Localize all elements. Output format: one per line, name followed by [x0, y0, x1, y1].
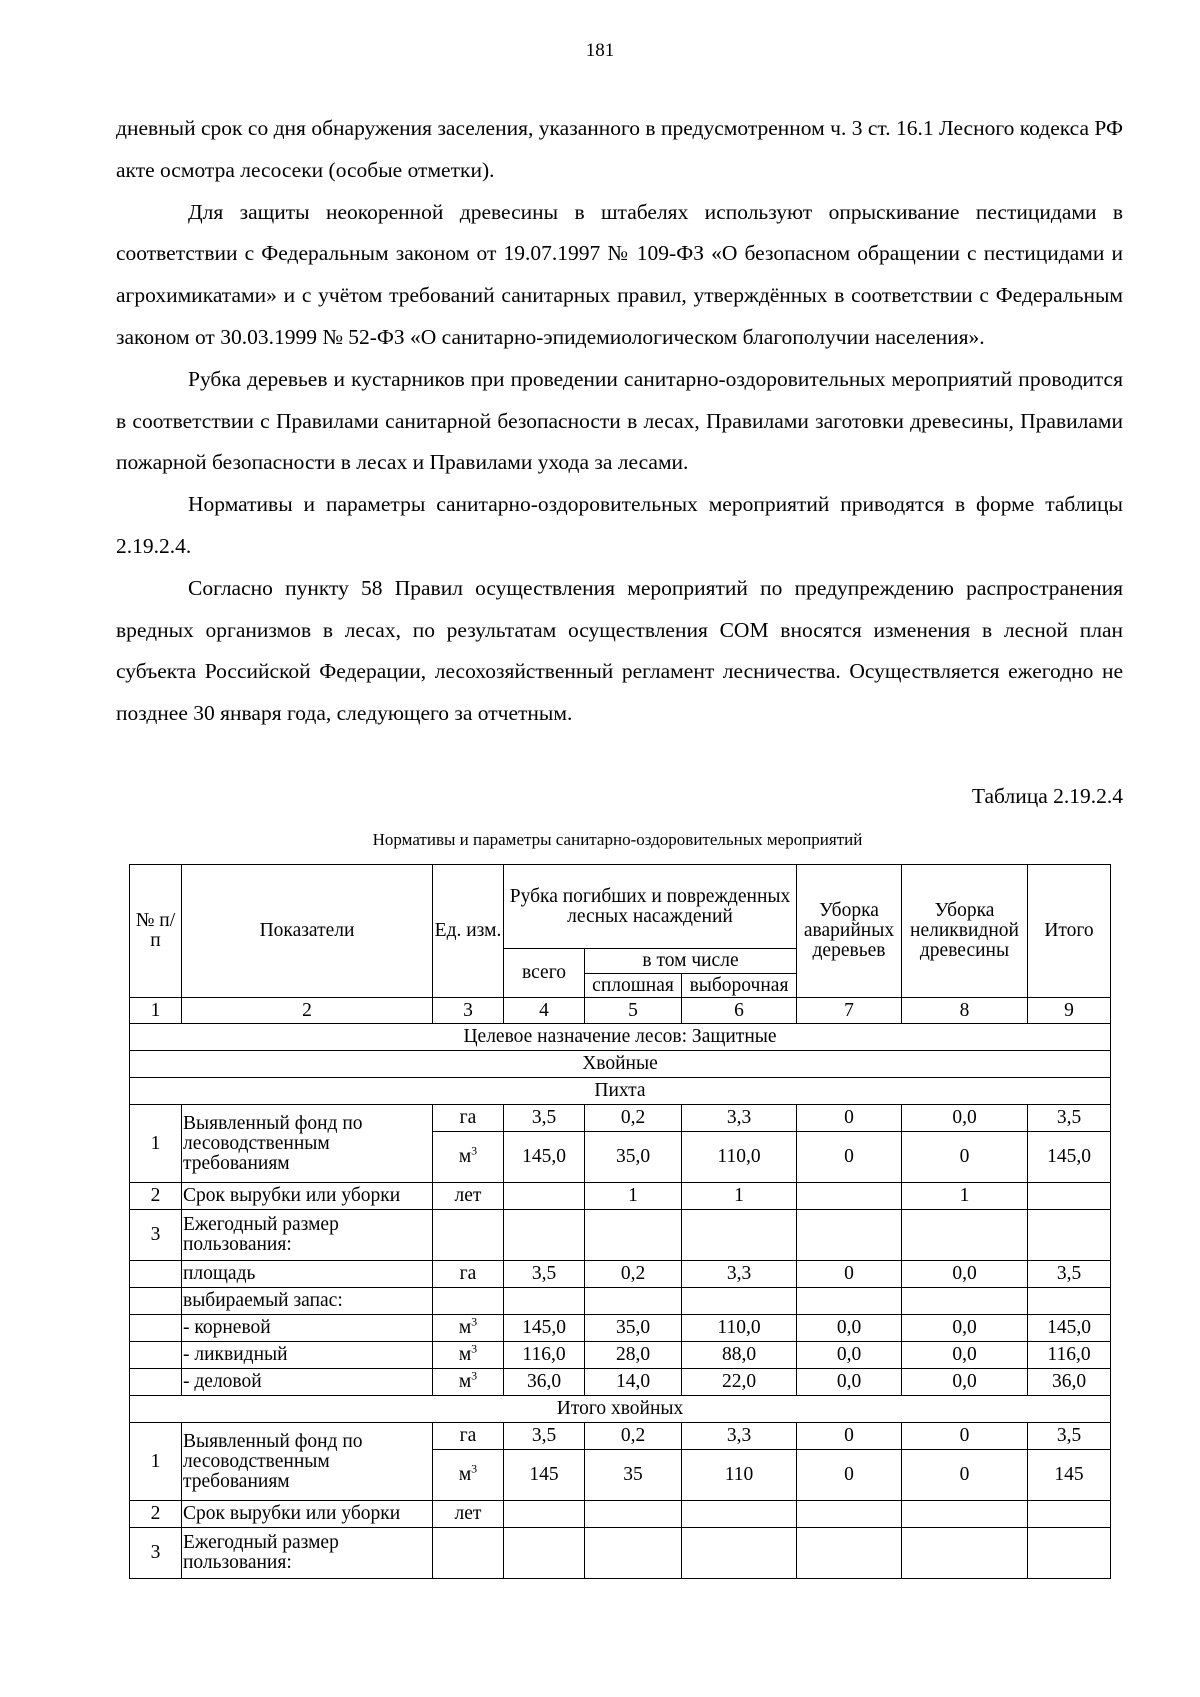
header-including: в том числе [585, 949, 797, 974]
cell-clear: 35,0 [585, 1315, 682, 1342]
cell-clear: 1 [585, 1183, 682, 1210]
empty-cell [504, 1288, 585, 1315]
cell-total: 3,5 [504, 1105, 585, 1132]
empty-cell [130, 1288, 182, 1315]
section-total: Итого хвойных [130, 1396, 1111, 1423]
table-caption: Нормативы и параметры санитарно-оздоровительных мероприятий [372, 830, 863, 849]
col-number: 3 [433, 998, 504, 1024]
cell-clear: 0,2 [585, 1423, 682, 1450]
cell-clear: 35,0 [585, 1132, 682, 1183]
col-number: 4 [504, 998, 585, 1024]
empty-cell [797, 1528, 902, 1579]
empty-cell [902, 1528, 1028, 1579]
paragraph: Рубка деревьев и кустарников при проведении санитарно-оздоровительных мероприятий проводится в соответствии с Правилами санитарной безопасности в лесах, Правилами заготовки древесины, Правилами пожарной безопасности в лесах и Правилами ухода за лесами. [116, 366, 1123, 475]
table-row [130, 1342, 1111, 1369]
paragraph: Согласно пункту 58 Правил осуществления мероприятий по предупреждению распространения вредных организмов в лесах, по результатам осуществления СОМ вносятся изменения в лесной план субъекта Российской Федерации, лесохозяйственный регламент лесничества. Осуществляется ежегодно не позднее 30 января года, следующего за отчетным. [116, 575, 1123, 726]
cell-selective: 110,0 [682, 1132, 797, 1183]
empty-cell [585, 1528, 682, 1579]
cell-selective: 110,0 [682, 1315, 797, 1342]
row-number: 2 [130, 1183, 182, 1210]
empty-cell [682, 1501, 797, 1528]
cell-unit: $м^3$ [433, 1450, 504, 1501]
cell-illiquid: 0 [902, 1450, 1028, 1501]
row-label: - ликвидный [182, 1342, 433, 1369]
cell-total: 3,5 [504, 1423, 585, 1450]
header-sum: Итого [1028, 865, 1111, 998]
empty-cell [1028, 1501, 1111, 1528]
empty-cell [433, 1288, 504, 1315]
table-row [130, 1183, 1111, 1210]
empty-cell [585, 1210, 682, 1261]
row-label: Ежегодный размер пользования: [182, 1528, 433, 1579]
row-label: площадь [182, 1261, 433, 1288]
col-number: 7 [797, 998, 902, 1024]
empty-cell [585, 1288, 682, 1315]
empty-cell [682, 1288, 797, 1315]
empty-cell [130, 1261, 182, 1288]
empty-cell [797, 1288, 902, 1315]
header-felling: Рубка погибших и поврежденных лесных насаждений [504, 865, 797, 949]
header-num: № п/п [130, 865, 182, 998]
cell-selective: 22,0 [682, 1369, 797, 1396]
cell-emergency: 0,0 [797, 1369, 902, 1396]
row-label: Выявленный фонд по лесоводственным требованиям [182, 1423, 433, 1501]
cell-clear: 28,0 [585, 1342, 682, 1369]
header-total-sub: всего [504, 949, 585, 998]
cell-sum: 145,0 [1028, 1315, 1111, 1342]
cell-total [504, 1183, 585, 1210]
empty-cell [504, 1501, 585, 1528]
cell-clear: 0,2 [585, 1105, 682, 1132]
cell-selective: 1 [682, 1183, 797, 1210]
row-number: 2 [130, 1501, 182, 1528]
cell-total: 3,5 [504, 1261, 585, 1288]
cell-illiquid: 0 [902, 1132, 1028, 1183]
norms-table [129, 864, 1111, 1579]
col-number: 2 [182, 998, 433, 1024]
cell-clear: 35 [585, 1450, 682, 1501]
cell-selective: 3,3 [682, 1423, 797, 1450]
cell-total: 145,0 [504, 1132, 585, 1183]
cell-unit: га [433, 1105, 504, 1132]
body-text [116, 108, 1123, 735]
cell-emergency: 0,0 [797, 1342, 902, 1369]
table-row [130, 1288, 1111, 1315]
cell-sum: 36,0 [1028, 1369, 1111, 1396]
row-label: - деловой [182, 1369, 433, 1396]
empty-cell [433, 1210, 504, 1261]
empty-cell [504, 1528, 585, 1579]
empty-cell [682, 1210, 797, 1261]
table-row [130, 1528, 1111, 1579]
header-unit: Ед. изм. [433, 865, 504, 998]
row-number: 3 [130, 1528, 182, 1579]
section-group: Хвойные [130, 1051, 1111, 1078]
row-label: Выявленный фонд по лесоводственным требованиям [182, 1105, 433, 1183]
cell-unit: лет [433, 1183, 504, 1210]
cell-emergency [797, 1183, 902, 1210]
header-illiquid: Уборка неликвидной древесины [902, 865, 1028, 998]
table-row [130, 1210, 1111, 1261]
col-number: 5 [585, 998, 682, 1024]
table-row [130, 1423, 1111, 1450]
cell-total: 116,0 [504, 1342, 585, 1369]
row-label: Срок вырубки или уборки [182, 1501, 433, 1528]
cell-illiquid: 0,0 [902, 1261, 1028, 1288]
cell-unit: $м^3$ [433, 1342, 504, 1369]
header-clear: сплошная [585, 974, 682, 998]
table-row [130, 1501, 1111, 1528]
cell-selective: 110 [682, 1450, 797, 1501]
empty-cell [1028, 1288, 1111, 1315]
column-numbers-row [130, 998, 1111, 1024]
row-number: 1 [130, 1423, 182, 1501]
empty-cell [130, 1369, 182, 1396]
cell-illiquid: 1 [902, 1183, 1028, 1210]
empty-cell [433, 1528, 504, 1579]
cell-unit: га [433, 1261, 504, 1288]
empty-cell [130, 1315, 182, 1342]
header-selective: выборочная [682, 974, 797, 998]
cell-illiquid: 0,0 [902, 1105, 1028, 1132]
empty-cell [902, 1288, 1028, 1315]
paragraph: Нормативы и параметры санитарно-оздоровительных мероприятий приводятся в форме таблицы 2.19.2.4. [116, 492, 1123, 558]
empty-cell [797, 1210, 902, 1261]
row-label: - корневой [182, 1315, 433, 1342]
cell-emergency: 0 [797, 1450, 902, 1501]
cell-sum [1028, 1183, 1111, 1210]
cell-clear: 14,0 [585, 1369, 682, 1396]
cell-clear: 0,2 [585, 1261, 682, 1288]
cell-sum: 145 [1028, 1450, 1111, 1501]
cell-emergency: 0 [797, 1423, 902, 1450]
cell-illiquid: 0,0 [902, 1369, 1028, 1396]
table-row [130, 1315, 1111, 1342]
cell-illiquid: 0,0 [902, 1342, 1028, 1369]
row-label: Срок вырубки или уборки [182, 1183, 433, 1210]
row-label: выбираемый запас: [182, 1288, 433, 1315]
cell-emergency: 0 [797, 1105, 902, 1132]
cell-unit: $м^3$ [433, 1315, 504, 1342]
cell-sum: 145,0 [1028, 1132, 1111, 1183]
cell-total: 145 [504, 1450, 585, 1501]
header-emergency: Уборка аварийных деревьев [797, 865, 902, 998]
cell-selective: 88,0 [682, 1342, 797, 1369]
cell-unit: $м^3$ [433, 1369, 504, 1396]
cell-unit: лет [433, 1501, 504, 1528]
empty-cell [130, 1342, 182, 1369]
cell-unit: $м^3$ [433, 1132, 504, 1183]
cell-sum: 3,5 [1028, 1105, 1111, 1132]
cell-sum: 116,0 [1028, 1342, 1111, 1369]
row-label: Ежегодный размер пользования: [182, 1210, 433, 1261]
table-row [130, 1261, 1111, 1288]
col-number: 8 [902, 998, 1028, 1024]
empty-cell [1028, 1210, 1111, 1261]
cell-illiquid: 0 [902, 1423, 1028, 1450]
paragraph: Для защиты неокоренной древесины в штабелях используют опрыскивание пестицидами в соответствии с Федеральным законом от 19.07.1997 № 109-ФЗ «О безопасном обращении с пестицидами и агрохимикатами» и с учётом требований санитарных правил, утверждённых в соответствии с Федеральным законом от 30.03.1999 № 52-ФЗ «О санитарно-эпидемиологическом благополучии населения». [116, 199, 1123, 349]
page-number: 181 [585, 40, 615, 61]
empty-cell [1028, 1528, 1111, 1579]
cell-sum: 3,5 [1028, 1261, 1111, 1288]
cell-unit: га [433, 1423, 504, 1450]
cell-illiquid: 0,0 [902, 1315, 1028, 1342]
row-number: 1 [130, 1105, 182, 1183]
empty-cell [902, 1501, 1028, 1528]
empty-cell [504, 1210, 585, 1261]
cell-emergency: 0 [797, 1261, 902, 1288]
empty-cell [902, 1210, 1028, 1261]
cell-emergency: 0,0 [797, 1315, 902, 1342]
empty-cell [797, 1501, 902, 1528]
table-row [130, 1105, 1111, 1132]
cell-selective: 3,3 [682, 1105, 797, 1132]
col-number: 6 [682, 998, 797, 1024]
cell-total: 36,0 [504, 1369, 585, 1396]
empty-cell [585, 1501, 682, 1528]
cell-emergency: 0 [797, 1132, 902, 1183]
cell-selective: 3,3 [682, 1261, 797, 1288]
table-row [130, 1369, 1111, 1396]
empty-cell [682, 1528, 797, 1579]
row-number: 3 [130, 1210, 182, 1261]
paragraph: дневный срок со дня обнаружения заселения, указанного в предусмотренном ч. 3 ст. 16.1 Лесного кодекса РФ акте осмотра лесосеки (особые отметки). [116, 116, 1123, 182]
header-indicator: Показатели [182, 865, 433, 998]
section-species: Пихта [130, 1078, 1111, 1105]
col-number: 9 [1028, 998, 1111, 1024]
cell-total: 145,0 [504, 1315, 585, 1342]
section-purpose: Целевое назначение лесов: Защитные [130, 1024, 1111, 1051]
table-number: Таблица 2.19.2.4 [971, 784, 1123, 808]
cell-sum: 3,5 [1028, 1423, 1111, 1450]
col-number: 1 [130, 998, 182, 1024]
